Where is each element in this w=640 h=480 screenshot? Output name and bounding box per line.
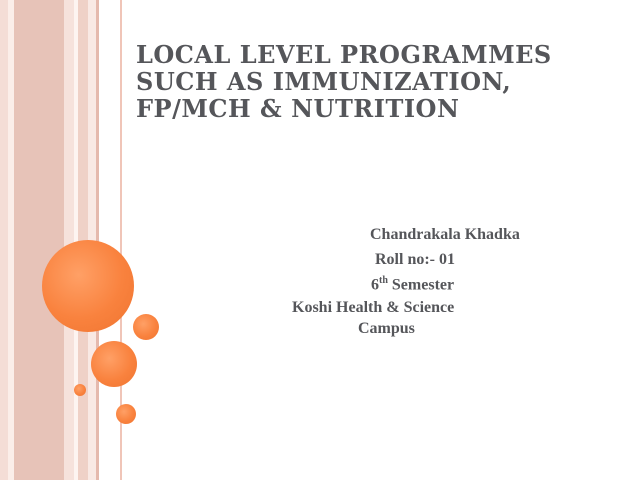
decorative-circle-small: [133, 314, 159, 340]
semester-number: 6: [371, 276, 379, 294]
decorative-circle-medium: [91, 341, 137, 387]
decorative-circle-large: [42, 240, 134, 332]
semester-suffix: th: [379, 275, 388, 286]
decorative-stripe: [64, 0, 74, 480]
decorative-stripe: [0, 0, 8, 480]
decorative-stripe: [14, 0, 64, 480]
institution-line-1: Koshi Health & Science: [292, 299, 455, 316]
roll-number: Roll no:- 01: [375, 251, 455, 268]
institution-line-2: Campus: [358, 320, 415, 337]
semester-word: Semester: [391, 276, 455, 294]
slide-title: LOCAL LEVEL PROGRAMMES SUCH AS IMMUNIZATION, FP/MCH & NUTRITION: [136, 40, 552, 123]
semester: [371, 275, 454, 294]
decorative-circle-small: [116, 404, 136, 424]
author-name: Chandrakala Khadka: [370, 226, 520, 243]
decorative-circle-tiny: [74, 384, 86, 396]
